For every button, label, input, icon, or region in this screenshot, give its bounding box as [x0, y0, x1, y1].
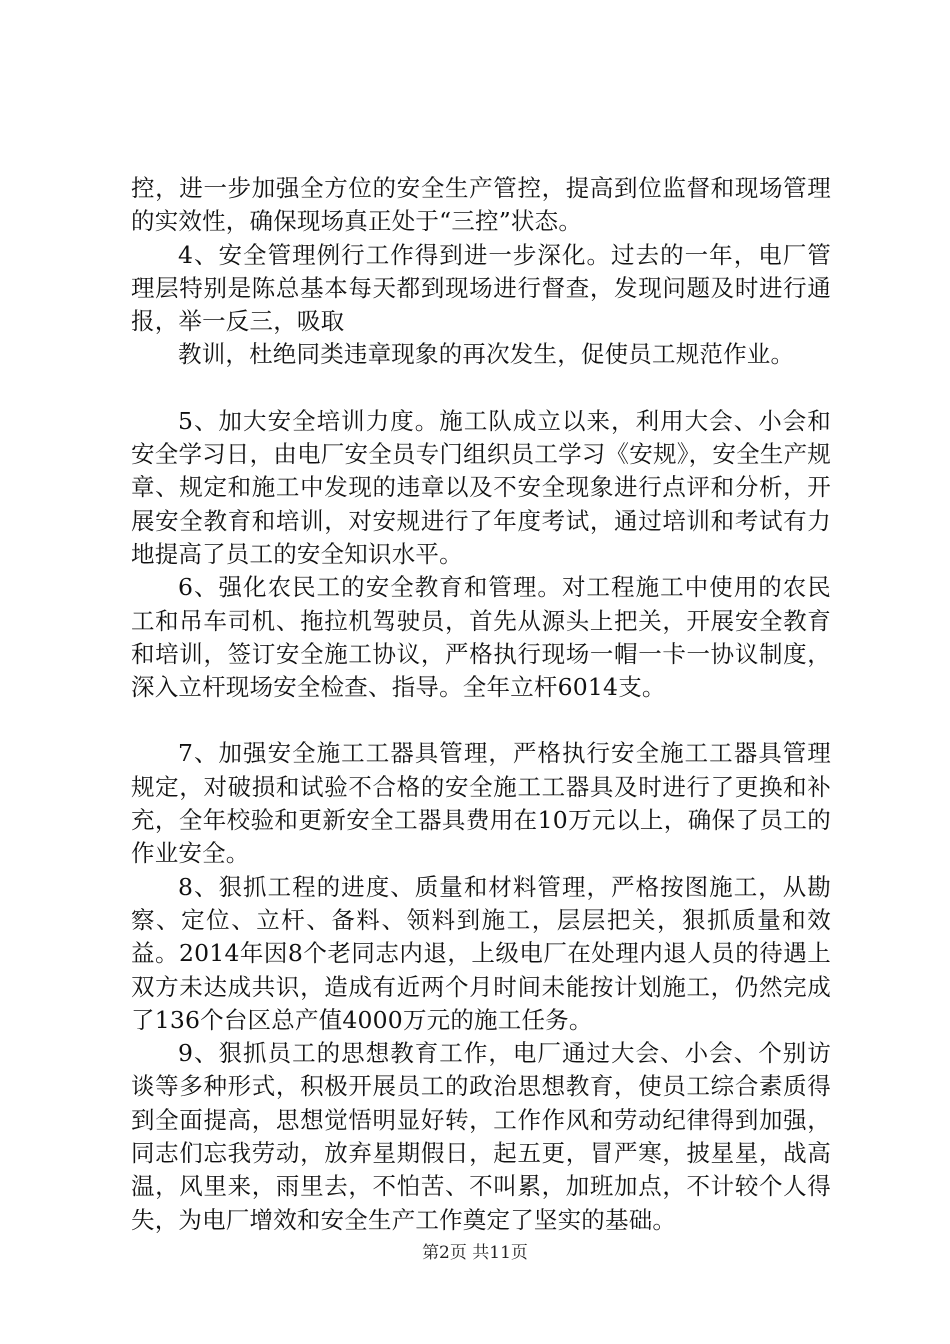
paragraph-spacer: [131, 372, 831, 405]
paragraph-item-9: 9、狠抓员工的思想教育工作，电厂通过大会、小会、个别访谈等多种形式，积极开展员工的政治思想教育，使员工综合素质得到全面提高，思想觉悟明显好转，工作作风和劳动纪律得到加强，同志们忘我劳动，放弃星期假日，起五更，冒严寒，披星星，战高温，风里来，雨里去，不怕苦、不叫累，加班加点，不计较个人得失，为电厂增效和安全生产工作奠定了坚实的基础。: [131, 1039, 831, 1234]
page-footer: [0, 1238, 950, 1263]
paragraph-item-6: 6、强化农民工的安全教育和管理。对工程施工中使用的农民工和吊车司机、拖拉机驾驶员，首先从源头上把关，开展安全教育和培训，签订安全施工协议，严格执行现场一帽一卡一协议制度，深入立杆现场安全检查、指导。全年立杆6014支。: [131, 573, 831, 702]
paragraph-continuation: 控，进一步加强全方位的安全生产管控，提高到位监督和现场管理的实效性，确保现场真正处于“三控”状态。: [131, 174, 831, 236]
paragraph-item-5: 5、加大安全培训力度。施工队成立以来，利用大会、小会和安全学习日，由电厂安全员专门组织员工学习《安规》，安全生产规章、规定和施工中发现的违章以及不安全现象进行点评和分析，开展安全教育和培训，对安规进行了年度考试，通过培训和考试有力地提高了员工的安全知识水平。: [131, 406, 831, 568]
paragraph-item-8: 8、狠抓工程的进度、质量和材料管理，严格按图施工，从勘察、定位、立杆、备料、领料到施工，层层把关，狠抓质量和效益。2014年因8个老同志内退，上级电厂在处理内退人员的待遇上双方未达成共识，造成有近两个月时间未能按计划施工，仍然完成了136个台区总产值4000万元的施工任务。: [131, 872, 831, 1034]
paragraph-spacer: [131, 704, 831, 737]
page-number: 第2页 共11页: [422, 1243, 528, 1263]
document-body: [131, 172, 831, 1237]
paragraph-item-4-continuation: 教训，杜绝同类违章现象的再次发生，促使员工规范作业。: [178, 340, 795, 369]
paragraph-item-4: 4、安全管理例行工作得到进一步深化。过去的一年，电厂管理层特别是陈总基本每天都到现场进行督查，发现问题及时进行通报，举一反三，吸取: [131, 240, 831, 336]
paragraph-item-7: 7、加强安全施工工器具管理，严格执行安全施工工器具管理规定，对破损和试验不合格的安全施工工器具及时进行了更换和补充，全年校验和更新安全工器具费用在10万元以上，确保了员工的作业安全。: [131, 739, 831, 868]
